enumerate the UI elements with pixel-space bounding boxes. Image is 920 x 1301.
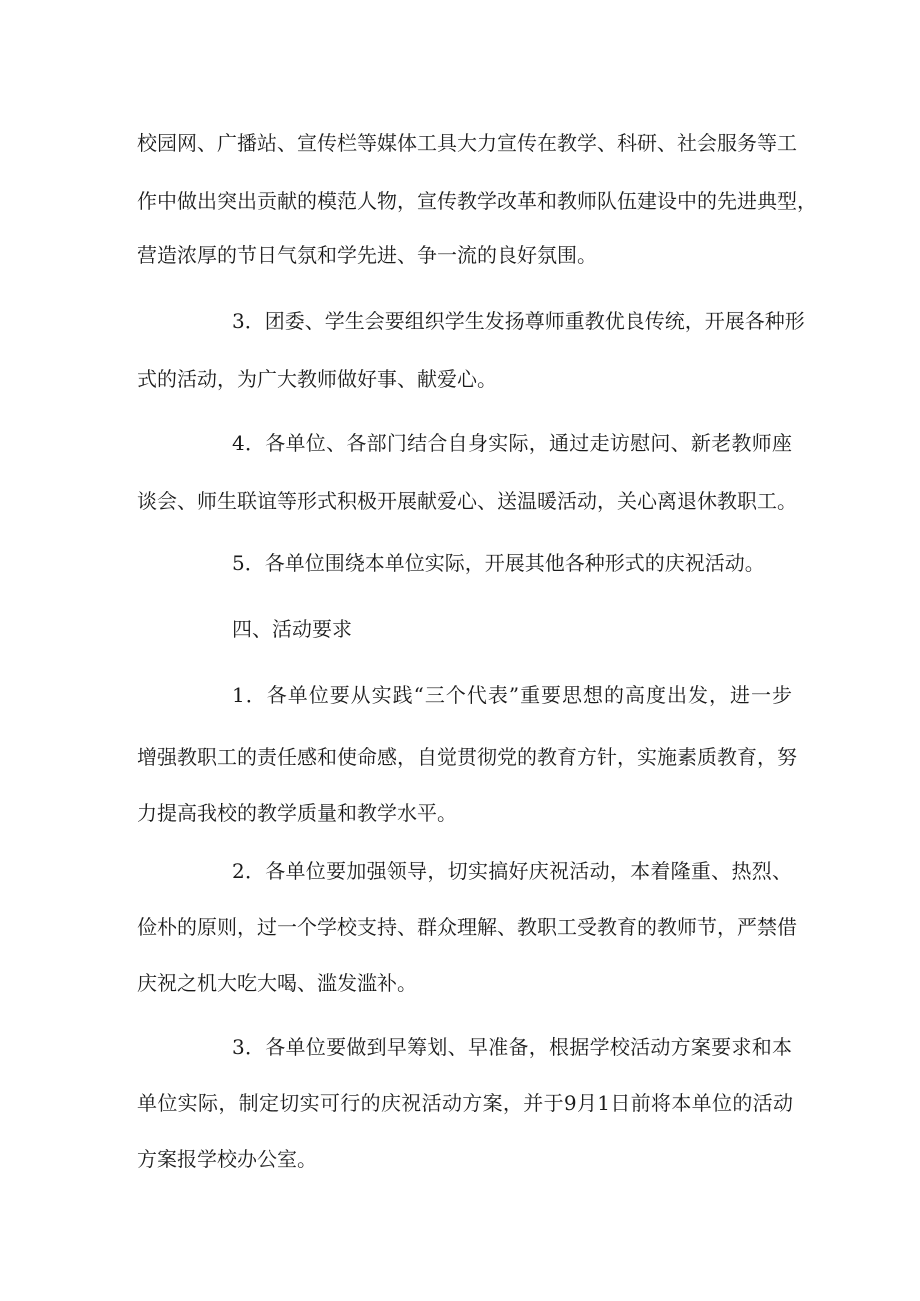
paragraph-line: 2．各单位要加强领导，切实搞好庆祝活动，本着隆重、热烈、	[232, 859, 792, 883]
paragraph-line: 3．团委、学生会要组织学生发扬尊师重教优良传统，开展各种形	[232, 309, 805, 333]
paragraph-line: 5．各单位围绕本单位实际，开展其他各种形式的庆祝活动。	[232, 551, 765, 575]
paragraph-line: 谈会、师生联谊等形式积极开展献爱心、送温暖活动，关心离退休教职工。	[137, 489, 797, 513]
paragraph-line: 方案报学校办公室。	[137, 1147, 317, 1171]
paragraph-line: 式的活动，为广大教师做好事、献爱心。	[137, 367, 497, 391]
paragraph-line: 俭朴的原则，过一个学校支持、群众理解、教职工受教育的教师节，严禁借	[137, 915, 797, 939]
paragraph-line: 4．各单位、各部门结合自身实际，通过走访慰问、新老教师座	[232, 431, 792, 455]
paragraph-line: 校园网、广播站、宣传栏等媒体工具大力宣传在教学、科研、社会服务等工	[137, 131, 797, 155]
paragraph-line: 力提高我校的教学质量和教学水平。	[137, 801, 457, 825]
paragraph-line: 庆祝之机大吃大喝、滥发滥补。	[137, 971, 417, 995]
paragraph-line: 1．各单位要从实践“三个代表”重要思想的高度出发，进一步	[232, 683, 792, 707]
paragraph-line: 营造浓厚的节日气氛和学先进、争一流的良好氛围。	[137, 243, 597, 267]
paragraph-line: 3．各单位要做到早筹划、早准备，根据学校活动方案要求和本	[232, 1035, 792, 1059]
paragraph-line: 单位实际，制定切实可行的庆祝活动方案，并于9月1日前将本单位的活动	[137, 1091, 793, 1115]
paragraph-line: 作中做出突出贡献的模范人物，宣传教学改革和教师队伍建设中的先进典型，	[137, 189, 817, 213]
paragraph-line: 增强教职工的责任感和使命感，自觉贯彻党的教育方针，实施素质教育，努	[137, 745, 797, 769]
section-heading: 四、活动要求	[232, 617, 352, 641]
